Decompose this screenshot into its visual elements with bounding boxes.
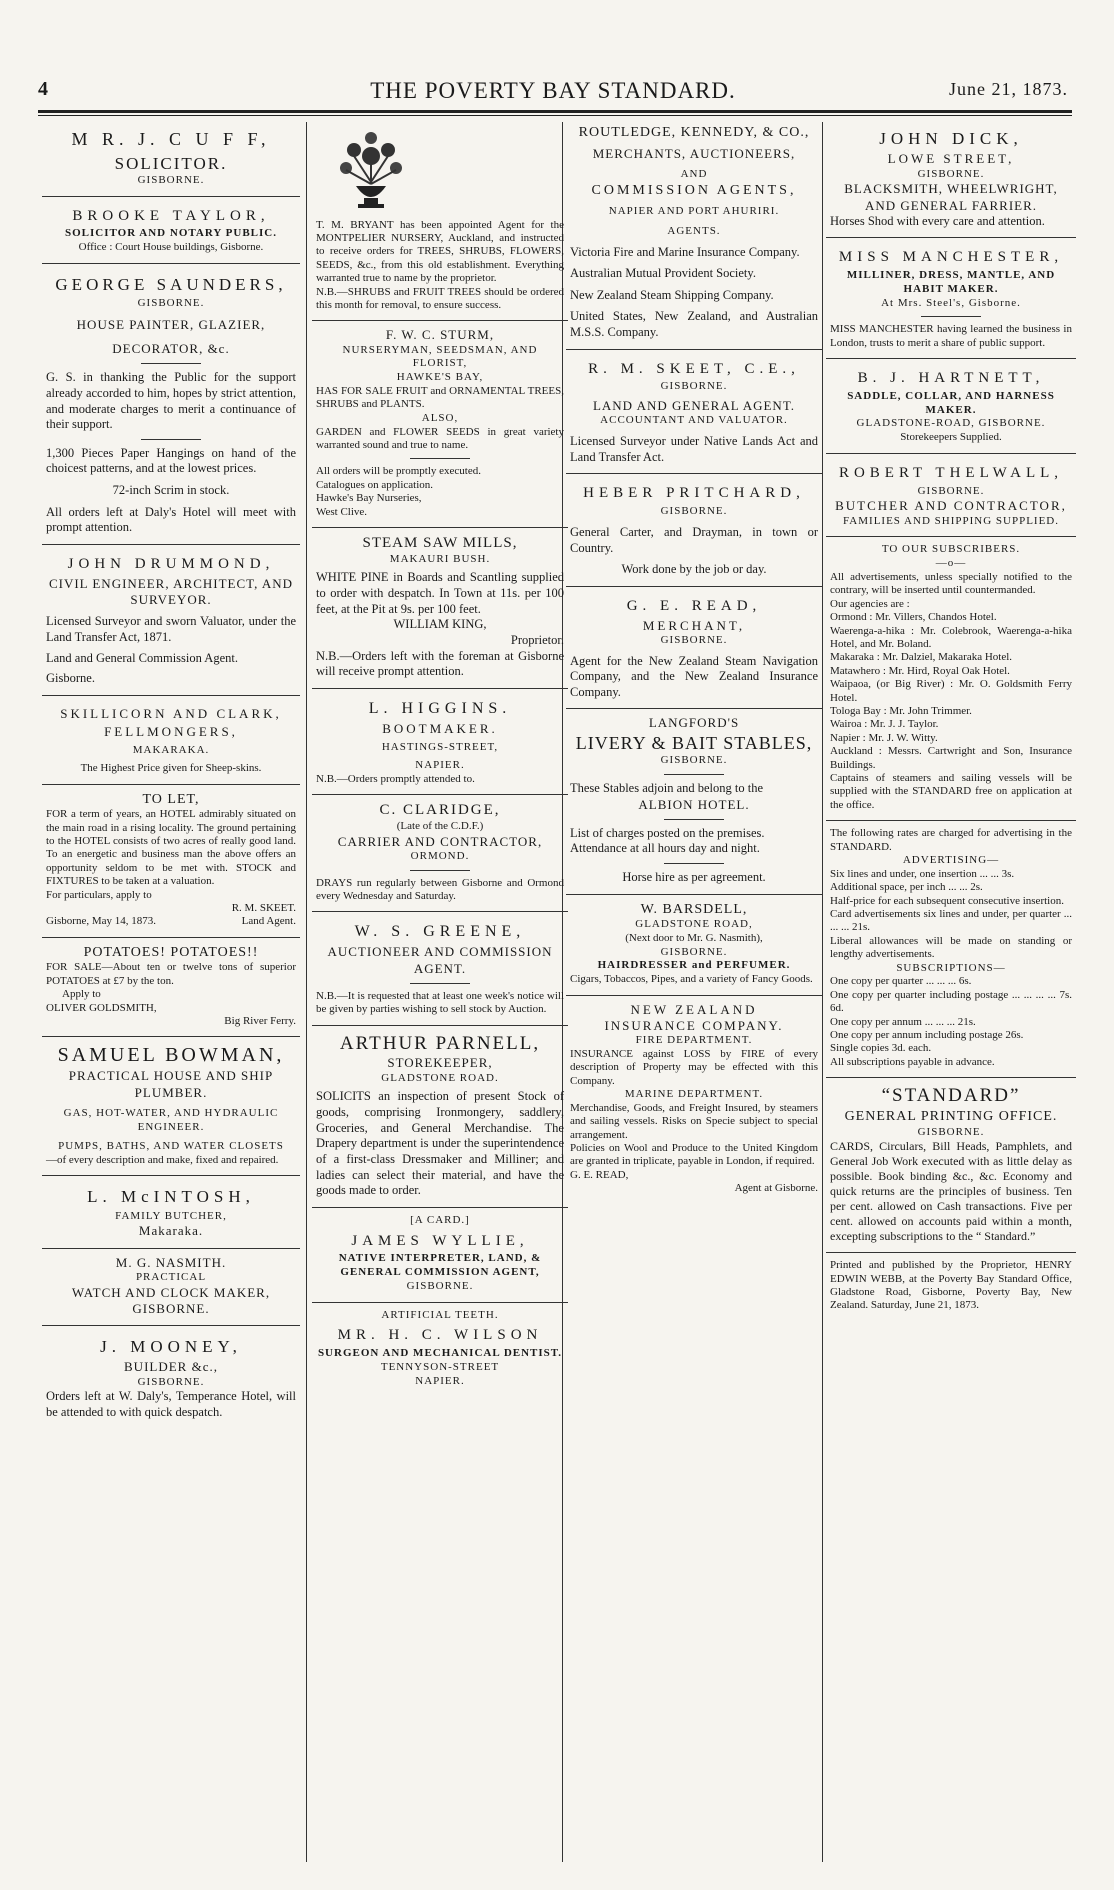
ad-hartnett (826, 363, 1076, 449)
divider (826, 820, 1076, 821)
page-header (38, 78, 1068, 104)
place: NAPIER AND PORT AHURIRI. (608, 205, 780, 217)
trade-title: SOLICITOR. (114, 153, 228, 173)
ad-text: —of every description and make, fixed and repaired. (46, 1154, 279, 1167)
agency-item: Matawhero : Mr. Hird, Royal Oak Hotel. (830, 664, 1010, 677)
divider (42, 1175, 300, 1176)
rate-line: One copy per quarter including postage ... ... ... ... 7s. 6d. (830, 988, 1072, 1015)
advertiser-name: NEW ZEALAND (630, 1001, 758, 1017)
ad-text: Catalogues on application. (316, 478, 433, 491)
divider (42, 263, 300, 264)
advertiser-name: GEORGE SAUNDERS, (55, 274, 287, 294)
trade-title: CIVIL ENGINEER, ARCHITECT, AND SURVEYOR. (48, 575, 294, 607)
advertiser-name: JOHN DRUMMOND, (67, 555, 275, 572)
imprint-text: Printed and published by the Proprietor, HENRY EDWIN WEBB, at the Poverty Bay Standard Office, Gladstone Road, Gisborne, Poverty Bay, New Zealand. Saturday, June 21, 1873. (830, 1259, 1072, 1312)
ad-text: All advertisements, unless specially notified to the contrary, will be inserted until countermanded. (830, 570, 1072, 597)
advertiser-name: L. HIGGINS. (368, 699, 512, 717)
place: GISBORNE. (917, 1125, 985, 1138)
ad-text: Licensed Surveyor under Native Lands Act and Land Transfer Act. (570, 434, 818, 464)
ad-text: New Zealand Steam Shipping Company. (570, 287, 774, 302)
trade-title: MERCHANTS, AUCTIONEERS, (592, 145, 796, 161)
trade-title: HOUSE PAINTER, GLAZIER, (76, 316, 266, 332)
divider (826, 536, 1076, 537)
hotel-name: ALBION HOTEL. (638, 796, 750, 812)
place: GISBORNE. (660, 754, 728, 767)
ad-sturm (312, 325, 568, 523)
place: GISBORNE. (660, 945, 728, 958)
signature: OLIVER GOLDSMITH, (46, 1001, 157, 1014)
ad-text: General Carter, and Drayman, in town or Country. (570, 524, 818, 555)
divider (826, 1252, 1076, 1253)
signature: G. E. READ, (570, 1168, 629, 1181)
trade-title: DECORATOR, &c. (112, 341, 230, 356)
agency-item: Wairoa : Mr. J. J. Taylor. (830, 718, 939, 731)
column-3 (566, 122, 822, 1862)
ad-text: G. S. in thanking the Public for the support already accorded to him, hopes by strict attention, and moderate charges to merit a continuance of their support. (46, 370, 296, 432)
date: Gisborne, May 14, 1873. (46, 915, 156, 928)
advertiser-name: MR. H. C. WILSON (337, 1327, 543, 1344)
trade-title: INSURANCE COMPANY. (604, 1017, 784, 1033)
ad-text: Gisborne. (46, 671, 95, 685)
place: GISBORNE. (137, 1375, 205, 1388)
divider (566, 586, 822, 587)
advertiser-name: HEBER PRITCHARD, (583, 485, 805, 502)
ad-text: DRAYS run regularly between Gisborne and Ormond every Wednesday and Saturday. (316, 876, 564, 902)
notice-rates (826, 825, 1076, 1073)
divider (312, 527, 568, 528)
ad-cuff (42, 122, 300, 192)
trade-title: SOLICITOR AND NOTARY PUBLIC. (65, 227, 277, 240)
place: MAKARAKA. (132, 744, 210, 757)
flower-vase-icon (316, 126, 426, 212)
street: GLADSTONE ROAD. (381, 1071, 499, 1084)
ad-parnell (312, 1030, 568, 1203)
trade-title: LAND AND GENERAL AGENT. (592, 398, 796, 414)
ad-pritchard (566, 478, 822, 581)
ad-text: Apply to (62, 988, 101, 1001)
short-rule (664, 863, 724, 864)
ad-text: Attendance at all hours day and night. (570, 841, 760, 856)
notice-subscribers (826, 541, 1076, 816)
ad-greene (312, 916, 568, 1020)
ad-heading: FIRE DEPARTMENT. (635, 1034, 753, 1047)
advertiser-name: B. J. HARTNETT, (857, 370, 1045, 387)
agency-item: Waipaoa, (or Big River) : Mr. O. Goldsmith Ferry Hotel. (830, 678, 1072, 704)
ad-text: These Stables adjoin and belong to the (570, 780, 764, 795)
trade-title: BUILDER &c., (124, 1359, 218, 1375)
trade-title: COMMISSION AGENTS, (591, 182, 797, 198)
ad-bryant (312, 122, 568, 316)
imprint (826, 1257, 1076, 1317)
divider (312, 794, 568, 795)
divider (566, 894, 822, 895)
ad-bowman (42, 1041, 300, 1171)
trade-title: SURGEON AND MECHANICAL DENTIST. (317, 1347, 563, 1359)
column-4 (826, 122, 1076, 1862)
rate-line: Liberal allowances will be made on standing or lengthy advertisements. (830, 934, 1072, 961)
ad-text: (Late of the C.D.F.) (396, 819, 484, 832)
place: MAKAURI BUSH. (389, 552, 491, 565)
ad-text: All orders left at Daly's Hotel will meet with prompt attention. (46, 504, 296, 535)
ad-wyllie (312, 1212, 568, 1298)
column-divider (306, 122, 307, 1862)
ad-skeet (566, 354, 822, 470)
rate-line: One copy per annum including postage 26s. (830, 1029, 1024, 1042)
ad-barsdell (566, 899, 822, 991)
rate-line: Card advertisements six lines and under, per quarter ... ... ... 21s. (830, 908, 1072, 934)
ad-wilson (312, 1307, 568, 1393)
rate-line: One copy per quarter ... ... ... 6s. (830, 975, 972, 988)
place: GISBORNE. (660, 380, 728, 393)
ad-manchester (826, 242, 1076, 354)
ad-text: N.B.—SHRUBS and FRUIT TREES should be ordered this month for removal, to ensure success. (316, 285, 564, 312)
divider (312, 688, 568, 689)
ad-text: FAMILIES AND SHIPPING SUPPLIED. (843, 514, 1059, 527)
ad-text: List of charges posted on the premises. (570, 825, 765, 840)
place: GISBORNE. (137, 297, 205, 309)
trade-title: ACCOUNTANT AND VALUATOR. (600, 414, 788, 427)
divider (42, 695, 300, 696)
advertiser-name: M R. J. C U F F, (71, 129, 271, 149)
ad-text: MISS MANCHESTER having learned the business in London, trusts to merit a share of public support. (830, 323, 1072, 349)
ad-text: Horse hire as per agreement. (622, 870, 766, 884)
address: At Mrs. Steel's, Gisborne. (881, 296, 1021, 309)
ad-heading: ARTIFICIAL TEETH. (381, 1308, 499, 1321)
trade-title: HAIRDRESSER and PERFUMER. (597, 959, 791, 972)
divider (312, 320, 568, 321)
divider (312, 1302, 568, 1303)
advertiser-name: “STANDARD” (881, 1085, 1021, 1107)
ad-text: Land and General Commission Agent. (46, 651, 238, 666)
trade-title: BOOTMAKER. (382, 720, 498, 736)
ad-printing-office (826, 1082, 1076, 1248)
street: HASTINGS-STREET, (381, 741, 499, 754)
ad-saunders (42, 268, 300, 540)
ad-heading: POTATOES! POTATOES!! (83, 944, 259, 960)
ad-text: [A CARD.] (410, 1213, 470, 1226)
ad-text: Our agencies are : (830, 597, 910, 610)
ad-dick (826, 122, 1076, 233)
ad-text: Merchandise, Goods, and Freight Insured, by steamers and sailing vessels. Risks on Specie subject to special arrangement. (570, 1101, 818, 1141)
ad-text: Captains of steamers and sailing vessels will be supplied with the STANDARD free on application at the office. (830, 772, 1072, 811)
ad-heading: TO LET, (142, 791, 200, 807)
agency-item: Auckland : Messrs. Cartwright and Son, Insurance Buildings. (830, 745, 1072, 771)
divider (566, 708, 822, 709)
ad-higgins (312, 693, 568, 790)
advertiser-name: JOHN DICK, (879, 129, 1023, 148)
agency-item: Ormond : Mr. Villers, Chandos Hotel. (830, 611, 997, 624)
column-divider (822, 122, 823, 1862)
ad-text: AGENTS. (667, 224, 721, 237)
column-1 (42, 122, 300, 1862)
place: GISBORNE. (917, 167, 985, 180)
short-rule (410, 458, 470, 459)
trade-title: LIVERY & BAIT STABLES, (575, 732, 813, 753)
ad-text: Victoria Fire and Marine Insurance Company. (570, 244, 800, 259)
ad-text: United States, New Zealand, and Australian M.S.S. Company. (570, 309, 818, 339)
ad-text: Australian Mutual Provident Society. (570, 266, 756, 281)
place: GISBORNE. (660, 633, 728, 646)
trade-title: MERCHANT, (642, 617, 746, 633)
ad-text: N.B.—Orders left with the foreman at Gisborne will receive prompt attention. (316, 648, 564, 679)
ad-text: Orders left at W. Daly's, Temperance Hotel, will be attended to with quick despatch. (46, 1389, 296, 1420)
divider (312, 1025, 568, 1026)
ad-claridge (312, 799, 568, 907)
trade-title: BLACKSMITH, WHEELWRIGHT, (844, 181, 1058, 197)
header-rule-thin (38, 115, 1072, 116)
advertiser-name: W. S. GREENE, (354, 923, 526, 941)
short-rule (141, 363, 201, 364)
ad-text: Work done by the job or day. (621, 562, 767, 577)
advertiser-name: W. BARSDELL, (640, 901, 748, 917)
divider (826, 358, 1076, 359)
trade-title: FAMILY BUTCHER, (115, 1209, 227, 1222)
ad-mcintosh (42, 1180, 300, 1243)
ad-drummond (42, 549, 300, 691)
ad-nz-insurance (566, 1000, 822, 1200)
advertiser-name: SKILLICORN AND CLARK, (60, 705, 282, 721)
agency-item: Napier : Mr. J. W. Witty. (830, 731, 938, 744)
ad-text: All orders will be promptly executed. (316, 465, 481, 478)
ad-text: GARDEN and FLOWER SEEDS in great variety warranted sound and true to name. (316, 425, 564, 451)
advertiser-name: ARTHUR PARNELL, (339, 1032, 541, 1054)
advertiser-name: C. CLARIDGE, (379, 802, 501, 818)
address: Office : Court House buildings, Gisborne. (78, 241, 264, 253)
place: Big River Ferry. (224, 1014, 296, 1027)
ad-thelwall (826, 458, 1076, 533)
ad-heading: SUBSCRIPTIONS— (896, 961, 1006, 974)
ad-text: For particulars, apply to (46, 888, 152, 901)
ad-text: Hawke's Bay Nurseries, (316, 492, 422, 505)
issue-date: June 21, 1873. (949, 79, 1068, 99)
ad-mooney (42, 1330, 300, 1425)
short-rule (664, 774, 724, 775)
ad-text: Cigars, Tobaccos, Pipes, and a variety of Fancy Goods. (570, 973, 813, 986)
street: TENNYSON-STREET (380, 1360, 500, 1373)
ad-text: The following rates are charged for advertising in the STANDARD. (830, 827, 1072, 853)
signature: WILLIAM KING, (393, 617, 487, 632)
rate-line: Additional space, per inch ... ... 2s. (830, 881, 983, 894)
advertiser-name: LANGFORD'S (648, 715, 740, 731)
rate-line: Half-price for each subsequent consecutive insertion. (830, 894, 1064, 907)
advertiser-name: G. E. READ, (626, 597, 762, 614)
agency-item: Makaraka : Mr. Dalziel, Makaraka Hotel. (830, 651, 1013, 664)
street: GLADSTONE-ROAD, GISBORNE. (856, 417, 1046, 430)
ad-text: The Highest Price given for Sheep-skins. (80, 761, 262, 774)
trade-title: NURSERYMAN, SEEDSMAN, AND FLORIST, (342, 343, 538, 370)
divider (566, 349, 822, 350)
ad-text: 1,300 Pieces Paper Hangings on hand of the choicest patterns, and at the lowest prices. (46, 445, 296, 476)
advertiser-name: ROUTLEDGE, KENNEDY, & CO., (578, 125, 810, 140)
advertiser-name: MISS MANCHESTER, (838, 249, 1064, 266)
ad-text: ALSO, (421, 411, 459, 424)
ad-heading: STEAM SAW MILLS, (362, 534, 518, 551)
trade-title: FELLMONGERS, (104, 723, 238, 739)
ad-text: Agent for the New Zealand Steam Navigation Company, and the New Zealand Insurance Company. (570, 653, 818, 699)
ad-text: SOLICITS an inspection of present Stock of goods, comprising Ironmongery, saddlery, Groceries, and General Merchandise. The Drapery department is under the superintendence of a first-class Dressmaker and Milliner; and ladies can select their material, and have the goods made to order. (316, 1089, 564, 1198)
ad-read (566, 591, 822, 705)
place: ORMOND. (410, 849, 470, 862)
advertiser-name: L. McINTOSH, (87, 1187, 255, 1207)
divider (826, 1077, 1076, 1078)
rate-line: All subscriptions payable in advance. (830, 1055, 995, 1068)
street: LOWE STREET, (887, 151, 1015, 167)
ad-heading: MARINE DEPARTMENT. (624, 1088, 764, 1100)
trade-title: BUTCHER AND CONTRACTOR, (835, 498, 1067, 514)
ad-text: INSURANCE against LOSS by FIRE of every description of Property may be effected with this Company. (570, 1047, 818, 1087)
divider (312, 911, 568, 912)
ad-text: Policies on Wool and Produce to the United Kingdom are granted in triplicate, payable in London, if required. (570, 1141, 818, 1168)
short-rule (410, 983, 470, 984)
place: NAPIER. (415, 758, 465, 771)
rate-line: Six lines and under, one insertion ... ... 3s. (830, 867, 1015, 880)
divider (42, 544, 300, 545)
rate-line: One copy per annum ... ... ... 21s. (830, 1015, 976, 1028)
advertiser-name: ROBERT THELWALL, (838, 464, 1064, 481)
ad-text: 72-inch Scrim in stock. (112, 483, 230, 497)
advertiser-name: SAMUEL BOWMAN, (57, 1044, 285, 1067)
ad-text: Licensed Surveyor and sworn Valuator, under the Land Transfer Act, 1871. (46, 614, 296, 644)
place: Makaraka. (138, 1223, 204, 1239)
divider (566, 473, 822, 474)
agency-item: Tologa Bay : Mr. John Trimmer. (830, 705, 972, 717)
advertiser-name: R. M. SKEET, C.E., (588, 360, 800, 377)
trade-title: WATCH AND CLOCK MAKER, (71, 1284, 271, 1300)
ad-potatoes (42, 942, 300, 1033)
ad-text: CARDS, Circulars, Bill Heads, Pamphlets, and General Job Work executed with as little delay as possible. Book binding &c., &c. Economy and quick returns are the principles of business. Ten per cent. allowed on Cash transactions. Five per cent. allowed on accounts paid within a month, excepting subscriptions to the “ Standard.” (830, 1139, 1072, 1244)
advertiser-name: BROOKE TAYLOR, (72, 207, 270, 224)
trade-title: CARRIER AND CONTRACTOR, (337, 833, 543, 849)
ad-text: N.B.—It is requested that at least one week's notice will be given by parties wishing to sell stock by Auction. (316, 989, 564, 1016)
ad-text: Horses Shod with every care and attention. (830, 213, 1045, 228)
trade-title: PRACTICAL HOUSE AND SHIP PLUMBER. (68, 1068, 274, 1100)
page-number: 4 (38, 78, 48, 100)
rate-line: Single copies 3d. each. (830, 1042, 932, 1055)
ad-sawmills (312, 532, 568, 684)
agency-item: Waerenga-a-hika : Mr. Colebrook, Waerenga-a-hika Hotel, and Mr. Boland. (830, 624, 1072, 650)
ad-to-let (42, 789, 300, 933)
trade-title: NATIVE INTERPRETER, LAND, & GENERAL COMMISSION AGENT, (338, 1252, 542, 1278)
short-rule (664, 819, 724, 820)
trade-title: MILLINER, DRESS, MANTLE, AND HABIT MAKER. (846, 269, 1056, 295)
ad-heading: TO OUR SUBSCRIBERS. (881, 543, 1021, 556)
trade-title: AND GENERAL FARRIER. (864, 197, 1038, 213)
trade-title: SADDLE, COLLAR, AND HARNESS MAKER. (847, 389, 1055, 416)
divider (312, 1207, 568, 1208)
short-rule (921, 316, 981, 317)
header-rule (38, 110, 1072, 113)
divider (42, 1325, 300, 1326)
ad-text: West Clive. (316, 505, 368, 518)
place: GISBORNE. (132, 1300, 210, 1316)
divider (42, 196, 300, 197)
ornament: —o— (935, 557, 967, 570)
divider (566, 995, 822, 996)
ad-text: FOR a term of years, an HOTEL admirably situated on the main road in a rising locality. The ground pertaining to the HOTEL consists of two acres of really good land. To an energetic and business man the above offers an opportunity seldom to be met with. STOCK and FIXTURES to be taken at a valuation. (46, 808, 296, 888)
ad-taylor (42, 201, 300, 259)
trade-title: PUMPS, BATHS, AND WATER CLOSETS (58, 1140, 284, 1153)
short-rule (410, 870, 470, 871)
place: NAPIER. (415, 1374, 465, 1387)
ad-text: HAS FOR SALE FRUIT and ORNAMENTAL TREES, SHRUBS and PLANTS. (316, 384, 564, 411)
role: Agent at Gisborne. (734, 1182, 818, 1195)
newspaper-title: THE POVERTY BAY STANDARD. (370, 78, 736, 103)
street: GLADSTONE ROAD, (635, 918, 753, 931)
place: HAWKE'S BAY, (396, 371, 484, 384)
divider (42, 784, 300, 785)
ad-nasmith (42, 1253, 300, 1322)
role: Land Agent. (241, 915, 296, 928)
role: Proprietor. (510, 632, 564, 647)
divider (42, 1248, 300, 1249)
divider (42, 1036, 300, 1037)
place: GISBORNE. (406, 1279, 474, 1292)
trade-title: AUCTIONEER AND COMMISSION AGENT. (327, 944, 553, 976)
ad-text: N.B.—Orders promptly attended to. (316, 772, 475, 785)
advertiser-name: F. W. C. STURM, (385, 327, 495, 343)
ad-text: Storekeepers Supplied. (900, 431, 1002, 444)
ad-skillicorn (42, 700, 300, 780)
short-rule (141, 439, 201, 440)
ad-heading: ADVERTISING— (902, 854, 1000, 867)
ad-text: WHITE PINE in Boards and Scantling supplied to order with despatch. In Town at 11s. per 100 feet, at the Pit at 9s. per 100 feet. (316, 570, 564, 616)
advertiser-name: J. MOONEY, (100, 1337, 242, 1357)
place: GISBORNE. (660, 505, 728, 518)
trade-title: PRACTICAL (135, 1270, 207, 1283)
column-2 (312, 122, 568, 1862)
trade-title: STOREKEEPER, (387, 1055, 493, 1071)
divider (826, 453, 1076, 454)
date-line (46, 915, 296, 928)
ad-langford (566, 713, 822, 889)
ad-text: T. M. BRYANT has been appointed Agent for the MONTPELIER NURSERY, Auckland, and instructed to receive orders for TREES, SHRUBS, FLOWERS, SEEDS, &c., from this old establishment. Everything warranted true to name by the proprietor. (316, 218, 564, 285)
ad-text: FOR SALE—About ten or twelve tons of superior POTATOES at £7 by the ton. (46, 961, 296, 987)
ad-routledge (566, 122, 822, 345)
signature: R. M. SKEET. (231, 901, 296, 914)
ad-text: AND (680, 167, 708, 180)
place: GISBORNE. (137, 173, 205, 186)
advertiser-name: M. G. NASMITH. (115, 1254, 227, 1270)
trade-title: GENERAL PRINTING OFFICE. (844, 1109, 1058, 1124)
divider (826, 237, 1076, 238)
place: GISBORNE. (917, 484, 985, 497)
trade-title: GAS, HOT-WATER, AND HYDRAULIC ENGINEER. (63, 1106, 279, 1133)
divider (42, 937, 300, 938)
ad-text: (Next door to Mr. G. Nasmith), (625, 931, 763, 944)
advertiser-name: JAMES WYLLIE, (351, 1232, 529, 1249)
